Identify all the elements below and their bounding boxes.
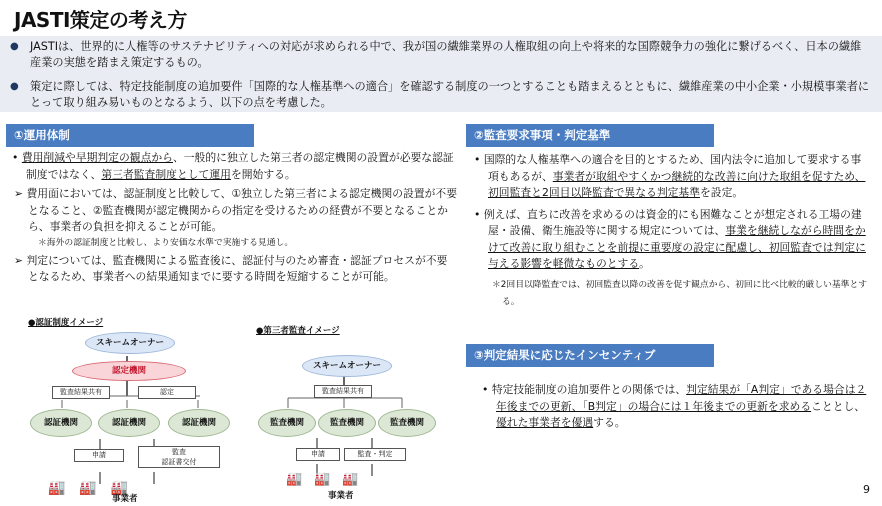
cert-body-1: 認証機関 <box>30 409 92 437</box>
diagram2-heading: ●第三者監査イメージ <box>256 326 340 336</box>
section1-header: ①運用体制 <box>6 124 254 147</box>
apply-label: 申請 <box>74 449 124 462</box>
s3-bullet: • 特定技能制度の追加要件との関係では、判定結果が「A判定」である場合は２年後までの更新、「B判定」の場合には１年後までの更新を求めることとし、優れた事業者を優遇する。 <box>482 383 867 429</box>
section3-body <box>480 382 872 432</box>
section2-body <box>472 152 872 311</box>
business-label-1: 事業者 <box>112 494 138 504</box>
cert-body-2: 認証機関 <box>98 409 160 437</box>
cert-body-3: 認証機関 <box>168 409 230 437</box>
certification-diagram <box>0 312 250 506</box>
s2-note: ＊2回目以降監査では、初回監査以降の改善を促す観点から、初回に比べ比較的厳しい基準とする。 <box>492 279 868 307</box>
apply-label-2: 申請 <box>296 448 340 461</box>
audit-body-1: 監査機関 <box>258 409 316 437</box>
accreditor-oval: 認定機関 <box>72 361 186 381</box>
intro-box <box>0 36 882 112</box>
factory-icons-1: 🏭🏭🏭 <box>48 480 143 496</box>
scheme-owner-oval-2: スキームオーナー <box>302 355 392 377</box>
s2-bullet-1: • 国際的な人権基準への適合を目的とするため、国内法令に追加して要求する事項もあるが、事業者が取組やすくかつ継続的な改善に向けた取組を促すため、初回監査と2回目以降監査で異なる判定基準を設定。 <box>474 153 866 199</box>
business-label-2: 事業者 <box>328 491 354 501</box>
section3-header: ③判定結果に応じたインセンティブ <box>466 344 714 367</box>
scheme-owner-oval: スキームオーナー <box>85 332 175 354</box>
accredit-label: 認定 <box>138 386 196 399</box>
intro-bullet-2: ● 策定に際しては、特定技能制度の追加要件「国際的な人権基準への適合」を確認する制度の一つとすることも踏まえるとともに、繊維産業の中小企業・小規模事業者にとって取り組み易いものとなるよう、以下の点を考慮した。 <box>30 79 870 111</box>
intro-bullet-1: ● JASTIは、世界的に人権等のサステナビリティへの対応が求められる中で、我が国の繊維業界の人権取組の向上や将来的な国際競争力の強化に繋げるべく、日本の繊維産業の実態を踏まえ策定するもの。 <box>30 39 870 71</box>
audit-body-2: 監査機関 <box>318 409 376 437</box>
s1-sub2: ➢ 判定については、監査機関による監査後に、認証付与のため審査・認証プロセスが不要となるため、事業者への結果通知までに要する時間を短縮することが可能。 <box>14 253 448 283</box>
audit-judge-label: 監査・判定 <box>344 448 406 461</box>
share-label: 監査結果共有 <box>52 386 110 399</box>
s1-sub1: ➢ 費用面においては、認証制度と比較して、①独立した第三者による認定機関の設置が不要となること、②監査機関が認定機関からの指定を受けるための経費が不要となることから、事業者の負担を抑えることが可能。 <box>14 187 458 233</box>
section2-header: ②監査要求事項・判定基準 <box>466 124 714 147</box>
audit-body-3: 監査機関 <box>378 409 436 437</box>
s1-bullet: • 費用削減や早期判定の観点から、一般的に独立した第三者の認定機関の設置が必要な認証制度ではなく、第三者監査制度として運用を開始する。 <box>12 151 454 181</box>
audit-cert-label: 監査 認証書交付 <box>138 446 220 468</box>
page-title: JASTI策定の考え方 <box>14 8 187 32</box>
factory-icons-2: 🏭🏭🏭 <box>286 472 371 487</box>
section1-body <box>10 150 458 286</box>
s1-note: ＊海外の認証制度と比較し、より安価な水準で実施する見通し。 <box>38 237 294 248</box>
page-number: 9 <box>863 483 870 496</box>
diagram1-heading: ●認証制度イメージ <box>28 318 104 328</box>
share-label-2: 監査結果共有 <box>314 385 372 398</box>
third-party-audit-diagram <box>252 312 452 506</box>
s2-bullet-2: • 例えば、直ちに改善を求めるのは資金的にも困難なことが想定される工場の建屋・設備、衛生施設等に関する規定については、事業を継続しながら時間をかけて改善に取り組むことを前提に重要度の設定に配慮し、初回監査では判定に与える影響を軽微なものとする。 <box>474 207 866 270</box>
